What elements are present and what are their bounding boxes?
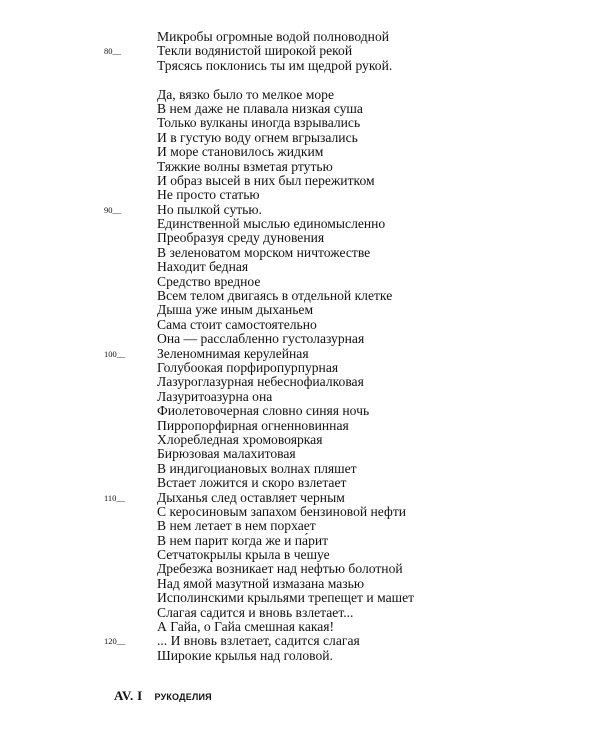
poem-line: [157, 620, 577, 634]
line-text: И образ высей в них был пережитком: [157, 172, 375, 188]
poem-line: [157, 519, 577, 533]
line-text: Всем телом двигаясь в отдельной клетке: [157, 288, 393, 304]
line-text: В нем летает в нем порхает: [157, 518, 316, 534]
line-text: Единственной мыслью единомысленно: [157, 216, 386, 232]
poem-line: [157, 332, 577, 346]
poem-line: [157, 361, 577, 375]
poem-line: [104, 633, 577, 649]
poem-line: [157, 562, 577, 576]
poem-line: [157, 505, 577, 519]
poem-line: [104, 201, 577, 217]
poem-line: [157, 433, 577, 447]
poem-line: [157, 160, 577, 174]
line-text: Лазуроглазурная небеснофиалковая: [157, 374, 364, 390]
line-text: В нем даже не плавала низкая суша: [157, 100, 363, 116]
poem-line: [157, 318, 577, 332]
line-text: ... И вновь взлетает, садится слагая: [157, 633, 360, 649]
section-title: РУКОДЕЛИЯ: [154, 692, 212, 702]
line-text: Слагая садится и вновь взлетает...: [157, 604, 354, 620]
line-text: Пирропорфирная огненновинная: [157, 417, 349, 433]
line-text: Дребезжа возникает над нефтью болотной: [157, 561, 403, 577]
poem-line: [157, 591, 577, 605]
poem-line: [157, 116, 577, 130]
poem-line: [157, 260, 577, 274]
line-text: Встает ложится и скоро взлетает: [157, 475, 347, 491]
line-text: Зеленомнимая керулейная: [157, 345, 309, 361]
line-text: Находит бедная: [157, 259, 249, 275]
line-text: Фиолетовочерная словно синяя ночь: [157, 403, 370, 419]
poem-line: [157, 59, 577, 73]
line-text: Широкие крылья над головой.: [157, 647, 333, 663]
poem-line: [157, 462, 577, 476]
line-text: Трясясь поклонись ты им щедрой рукой.: [157, 57, 393, 73]
line-text: Лазуритоазурна она: [157, 388, 273, 404]
line-text: Над ямой мазутной измазана мазью: [157, 575, 364, 591]
poem-line: [157, 390, 577, 404]
poem-line: [104, 43, 577, 59]
line-text: Хлоребледная хромовояркая: [157, 431, 323, 447]
line-text: Преобразуя среду дуновения: [157, 230, 325, 246]
poem-line: [157, 30, 577, 44]
line-text: Сама стоит самостоятельно: [157, 316, 317, 332]
poem-line: [157, 404, 577, 418]
poem-line: [157, 275, 577, 289]
poem-line: [157, 419, 577, 433]
poem-line: [104, 489, 577, 505]
poem-line: [157, 188, 577, 202]
stanza-2: [104, 86, 577, 664]
line-text: Микробы огромные водой полноводной: [157, 29, 390, 44]
line-number: 120__: [104, 636, 126, 647]
line-text: В индигоциановых волнах пляшет: [157, 460, 357, 476]
page-footer: [114, 688, 212, 704]
poem-line: [157, 375, 577, 389]
section-code: AV. I: [114, 688, 143, 703]
line-text: В зеленоватом морском ничтожестве: [157, 244, 371, 260]
line-text: В нем парит когда же и па́рит: [157, 532, 329, 548]
line-text: Не просто статью: [157, 187, 260, 203]
line-number: 90__: [104, 204, 121, 215]
poem-line: [157, 577, 577, 591]
line-text: Но пылкой сутью.: [157, 201, 262, 217]
poem-line: [157, 131, 577, 145]
poem-line: [157, 231, 577, 245]
line-number: 80__: [104, 46, 121, 57]
stanza-1: [104, 29, 577, 73]
line-text: С керосиновым запахом бензиновой нефти: [157, 503, 407, 519]
poem-line: [157, 476, 577, 490]
line-number: 100__: [104, 348, 126, 359]
poem-line: [157, 102, 577, 116]
poem-line: [104, 345, 577, 361]
poem-line: [157, 145, 577, 159]
poem-line: [157, 217, 577, 231]
poem-line: [157, 548, 577, 562]
line-number: 110__: [104, 492, 125, 503]
line-text: Дыханья след оставляет черным: [157, 489, 345, 505]
poem-line: [157, 447, 577, 461]
poem-line: [157, 88, 577, 102]
poem-line: [157, 606, 577, 620]
line-text: А Гайа, о Гайа смешная какая!: [157, 619, 335, 635]
poem-line: [157, 174, 577, 188]
line-text: Она — расслабленно густолазурная: [157, 331, 365, 347]
line-text: Сетчатокрылы крыла в чешуе: [157, 547, 330, 563]
line-text: Да, вязко было то мелкое море: [157, 86, 335, 102]
line-text: Голубоокая порфиропурпурная: [157, 359, 339, 375]
stanza-break: [157, 73, 577, 87]
line-text: Текли водянистой широкой рекой: [157, 43, 353, 59]
line-text: Тяжкие волны взметая ртутью: [157, 158, 333, 174]
poem-line: [157, 303, 577, 317]
line-text: И в густую воду огнем вгрызались: [157, 129, 358, 145]
poem-body: [104, 29, 577, 663]
line-text: Бирюзовая малахитовая: [157, 446, 296, 462]
poem-line: [157, 246, 577, 260]
line-text: Дыша уже иным дыханьем: [157, 302, 314, 318]
line-text: И море становилось жидким: [157, 144, 324, 160]
poem-line: [157, 649, 577, 663]
line-text: Средство вредное: [157, 273, 261, 289]
poem-line: [157, 289, 577, 303]
poem-line: [157, 534, 577, 548]
line-text: Исполинскими крыльями трепещет и машет: [157, 590, 415, 606]
line-text: Только вулканы иногда взрывались: [157, 115, 361, 131]
